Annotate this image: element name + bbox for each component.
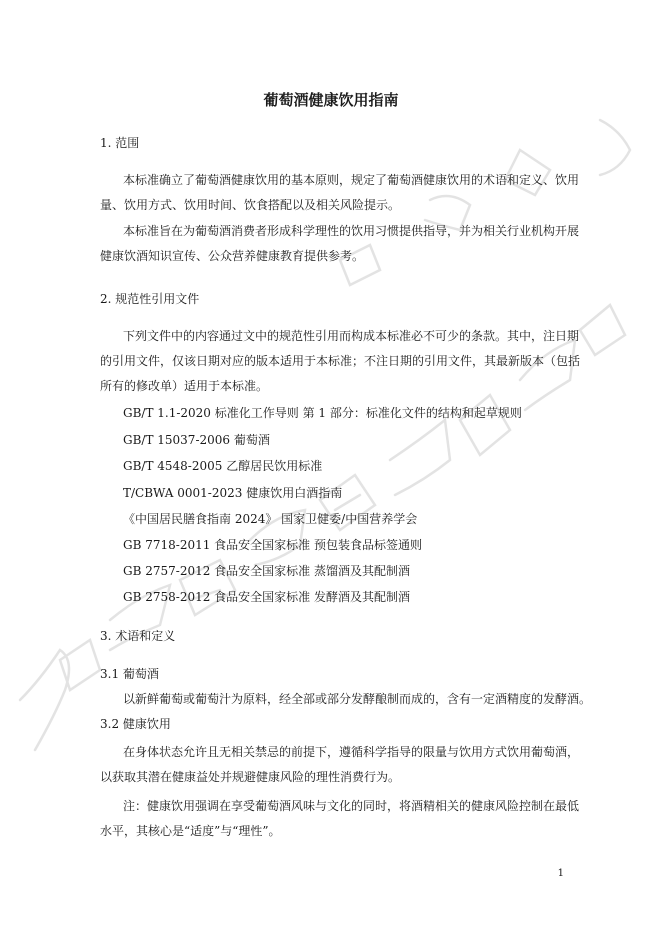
section-1-heading: 1. 范围 [100, 136, 140, 150]
scope-paragraph-2-line-1: 本标准旨在为葡萄酒消费者形成科学理性的饮用习惯提供指导，并为相关行业机构开展 [123, 224, 580, 238]
reference-item: GB 7718-2011 食品安全国家标准 预包装食品标签通则 [123, 538, 422, 552]
reference-item: GB/T 1.1-2020 标准化工作导则 第 1 部分：标准化文件的结构和起草规则 [123, 406, 522, 420]
reference-item: GB 2758-2012 食品安全国家标准 发酵酒及其配制酒 [123, 590, 410, 604]
reference-item: T/CBWA 0001-2023 健康饮用白酒指南 [123, 486, 343, 500]
reference-item: GB 2757-2012 食品安全国家标准 蒸馏酒及其配制酒 [123, 564, 410, 578]
term-3-2-heading: 3.2 健康饮用 [100, 717, 171, 731]
scope-paragraph-1-line-1: 本标准确立了葡萄酒健康饮用的基本原则，规定了葡萄酒健康饮用的术语和定义、饮用 [123, 173, 580, 187]
term-3-2-definition-line-1: 在身体状态允许且无相关禁忌的前提下，遵循科学指导的限量与饮用方式饮用葡萄酒， [123, 745, 580, 759]
reference-item: GB/T 15037-2006 葡萄酒 [123, 433, 270, 447]
scope-paragraph-1-line-2: 量、饮用方式、饮用时间、饮食搭配以及相关风险提示。 [100, 198, 401, 212]
term-3-1-definition: 以新鲜葡萄或葡萄汁为原料，经全部或部分发酵酿制而成的，含有一定酒精度的发酵酒。 [123, 692, 592, 706]
document-title: 葡萄酒健康饮用指南 [263, 91, 399, 109]
page-number: 1 [557, 868, 564, 879]
term-3-1-heading: 3.1 葡萄酒 [100, 667, 159, 681]
normative-paragraph-line-3: 所有的修改单）适用于本标准。 [100, 379, 269, 393]
section-3-heading: 3. 术语和定义 [100, 629, 176, 643]
note-line-2: 水平，其核心是“适度”与“理性”。 [100, 824, 281, 838]
normative-paragraph-line-2: 的引用文件，仅该日期对应的版本适用于本标准；不注日期的引用文件，其最新版本（包括 [100, 354, 581, 368]
note-line-1: 注：健康饮用强调在享受葡萄酒风味与文化的同时，将酒精相关的健康风险控制在最低 [123, 799, 580, 813]
reference-item: GB/T 4548-2005 乙醇居民饮用标准 [123, 459, 323, 473]
section-2-heading: 2. 规范性引用文件 [100, 292, 200, 306]
normative-paragraph-line-1: 下列文件中的内容通过文中的规范性引用而构成本标准必不可少的条款。其中，注日期 [123, 329, 580, 343]
term-3-2-definition-line-2: 以获取其潜在健康益处并规避健康风险的理性消费行为。 [100, 770, 401, 784]
reference-item: 《中国居民膳食指南 2024》 国家卫健委/中国营养学会 [123, 512, 418, 526]
scope-paragraph-2-line-2: 健康饮酒知识宣传、公众营养健康教育提供参考。 [100, 249, 365, 263]
